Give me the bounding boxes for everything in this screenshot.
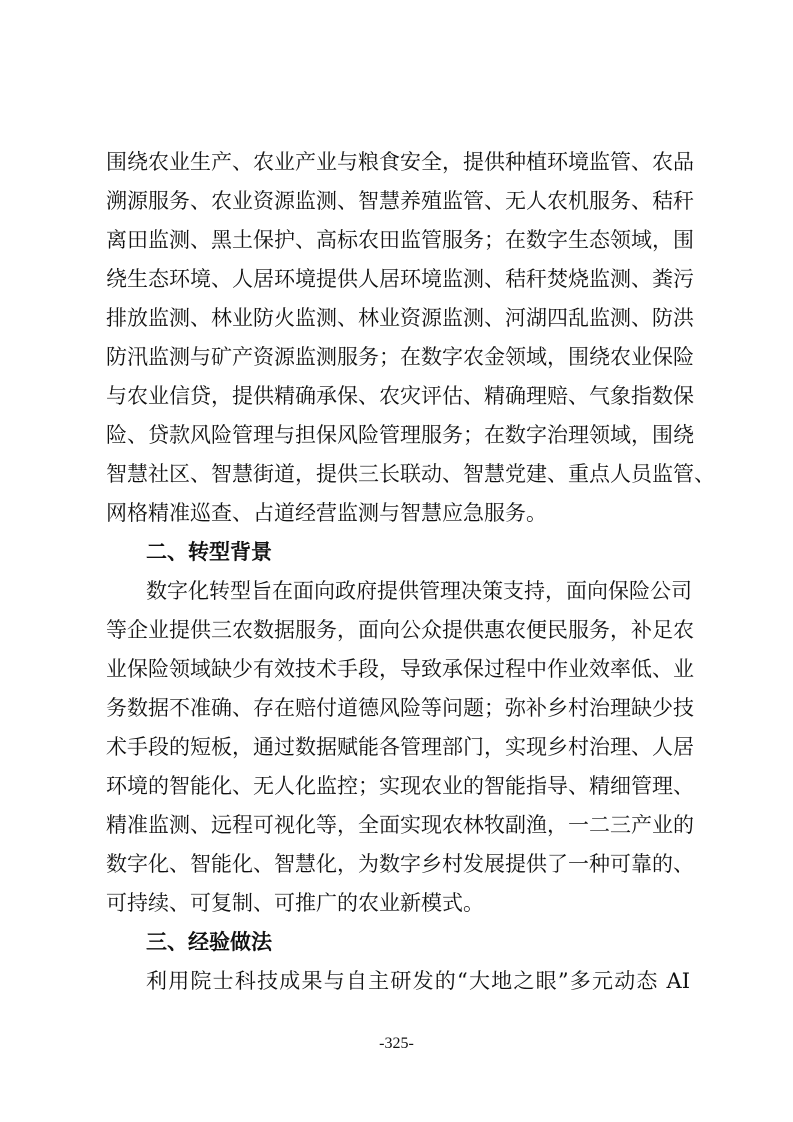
paragraph-line: 环境的智能化、无人化监控；实现农业的智能指导、精细管理、 [106,774,694,798]
paragraph-line: 可持续、可复制、可推广的农业新模式。 [106,891,484,915]
paragraph-line: 精准监测、远程可视化等，全面实现农林牧副渔，一二三产业的 [106,813,694,837]
paragraph-line: 智慧社区、智慧街道，提供三长联动、智慧党建、重点人员监管、 [106,462,715,486]
paragraph-line: 业保险领域缺少有效技术手段，导致承保过程中作业效率低、业 [106,657,694,681]
paragraph-line: 与农业信贷，提供精确承保、农灾评估、精确理赔、气象指数保 [106,384,694,408]
paragraph-line: 等企业提供三农数据服务，面向公众提供惠农便民服务，补足农 [106,618,694,642]
paragraph-line: 险、贷款风险管理与担保风险管理服务；在数字治理领域，围绕 [106,423,694,447]
paragraph-line: 数字化转型旨在面向政府提供管理决策支持，面向保险公司 [146,579,692,603]
paragraph-line: 溯源服务、农业资源监测、智慧养殖监管、无人农机服务、秸秆 [106,189,694,213]
paragraph-line: 防汛监测与矿产资源监测服务；在数字农金领域，围绕农业保险 [106,345,694,369]
paragraph-line: 离田监测、黑土保护、高标农田监管服务；在数字生态领域，围 [106,228,694,252]
paragraph-line: 术手段的短板，通过数据赋能各管理部门，实现乡村治理、人居 [106,735,694,759]
paragraph-line: 排放监测、林业防火监测、林业资源监测、河湖四乱监测、防洪 [106,306,694,330]
paragraph-line: 网格精准巡查、占道经营监测与智慧应急服务。 [106,501,547,525]
paragraph-line: 数字化、智能化、智慧化，为数字乡村发展提供了一种可靠的、 [106,852,694,876]
page-number: -325- [379,1035,414,1052]
section-heading: 二、转型背景 [146,540,272,564]
paragraph-line: 围绕农业生产、农业产业与粮食安全，提供种植环境监管、农品 [106,150,694,174]
paragraph-line: 务数据不准确、存在赔付道德风险等问题；弥补乡村治理缺少技 [106,696,694,720]
paragraph-line: 利用院士科技成果与自主研发的“大地之眼”多元动态 AI [146,969,690,993]
paragraph-line: 绕生态环境、人居环境提供人居环境监测、秸秆焚烧监测、粪污 [106,267,694,291]
section-heading: 三、经验做法 [146,930,272,954]
